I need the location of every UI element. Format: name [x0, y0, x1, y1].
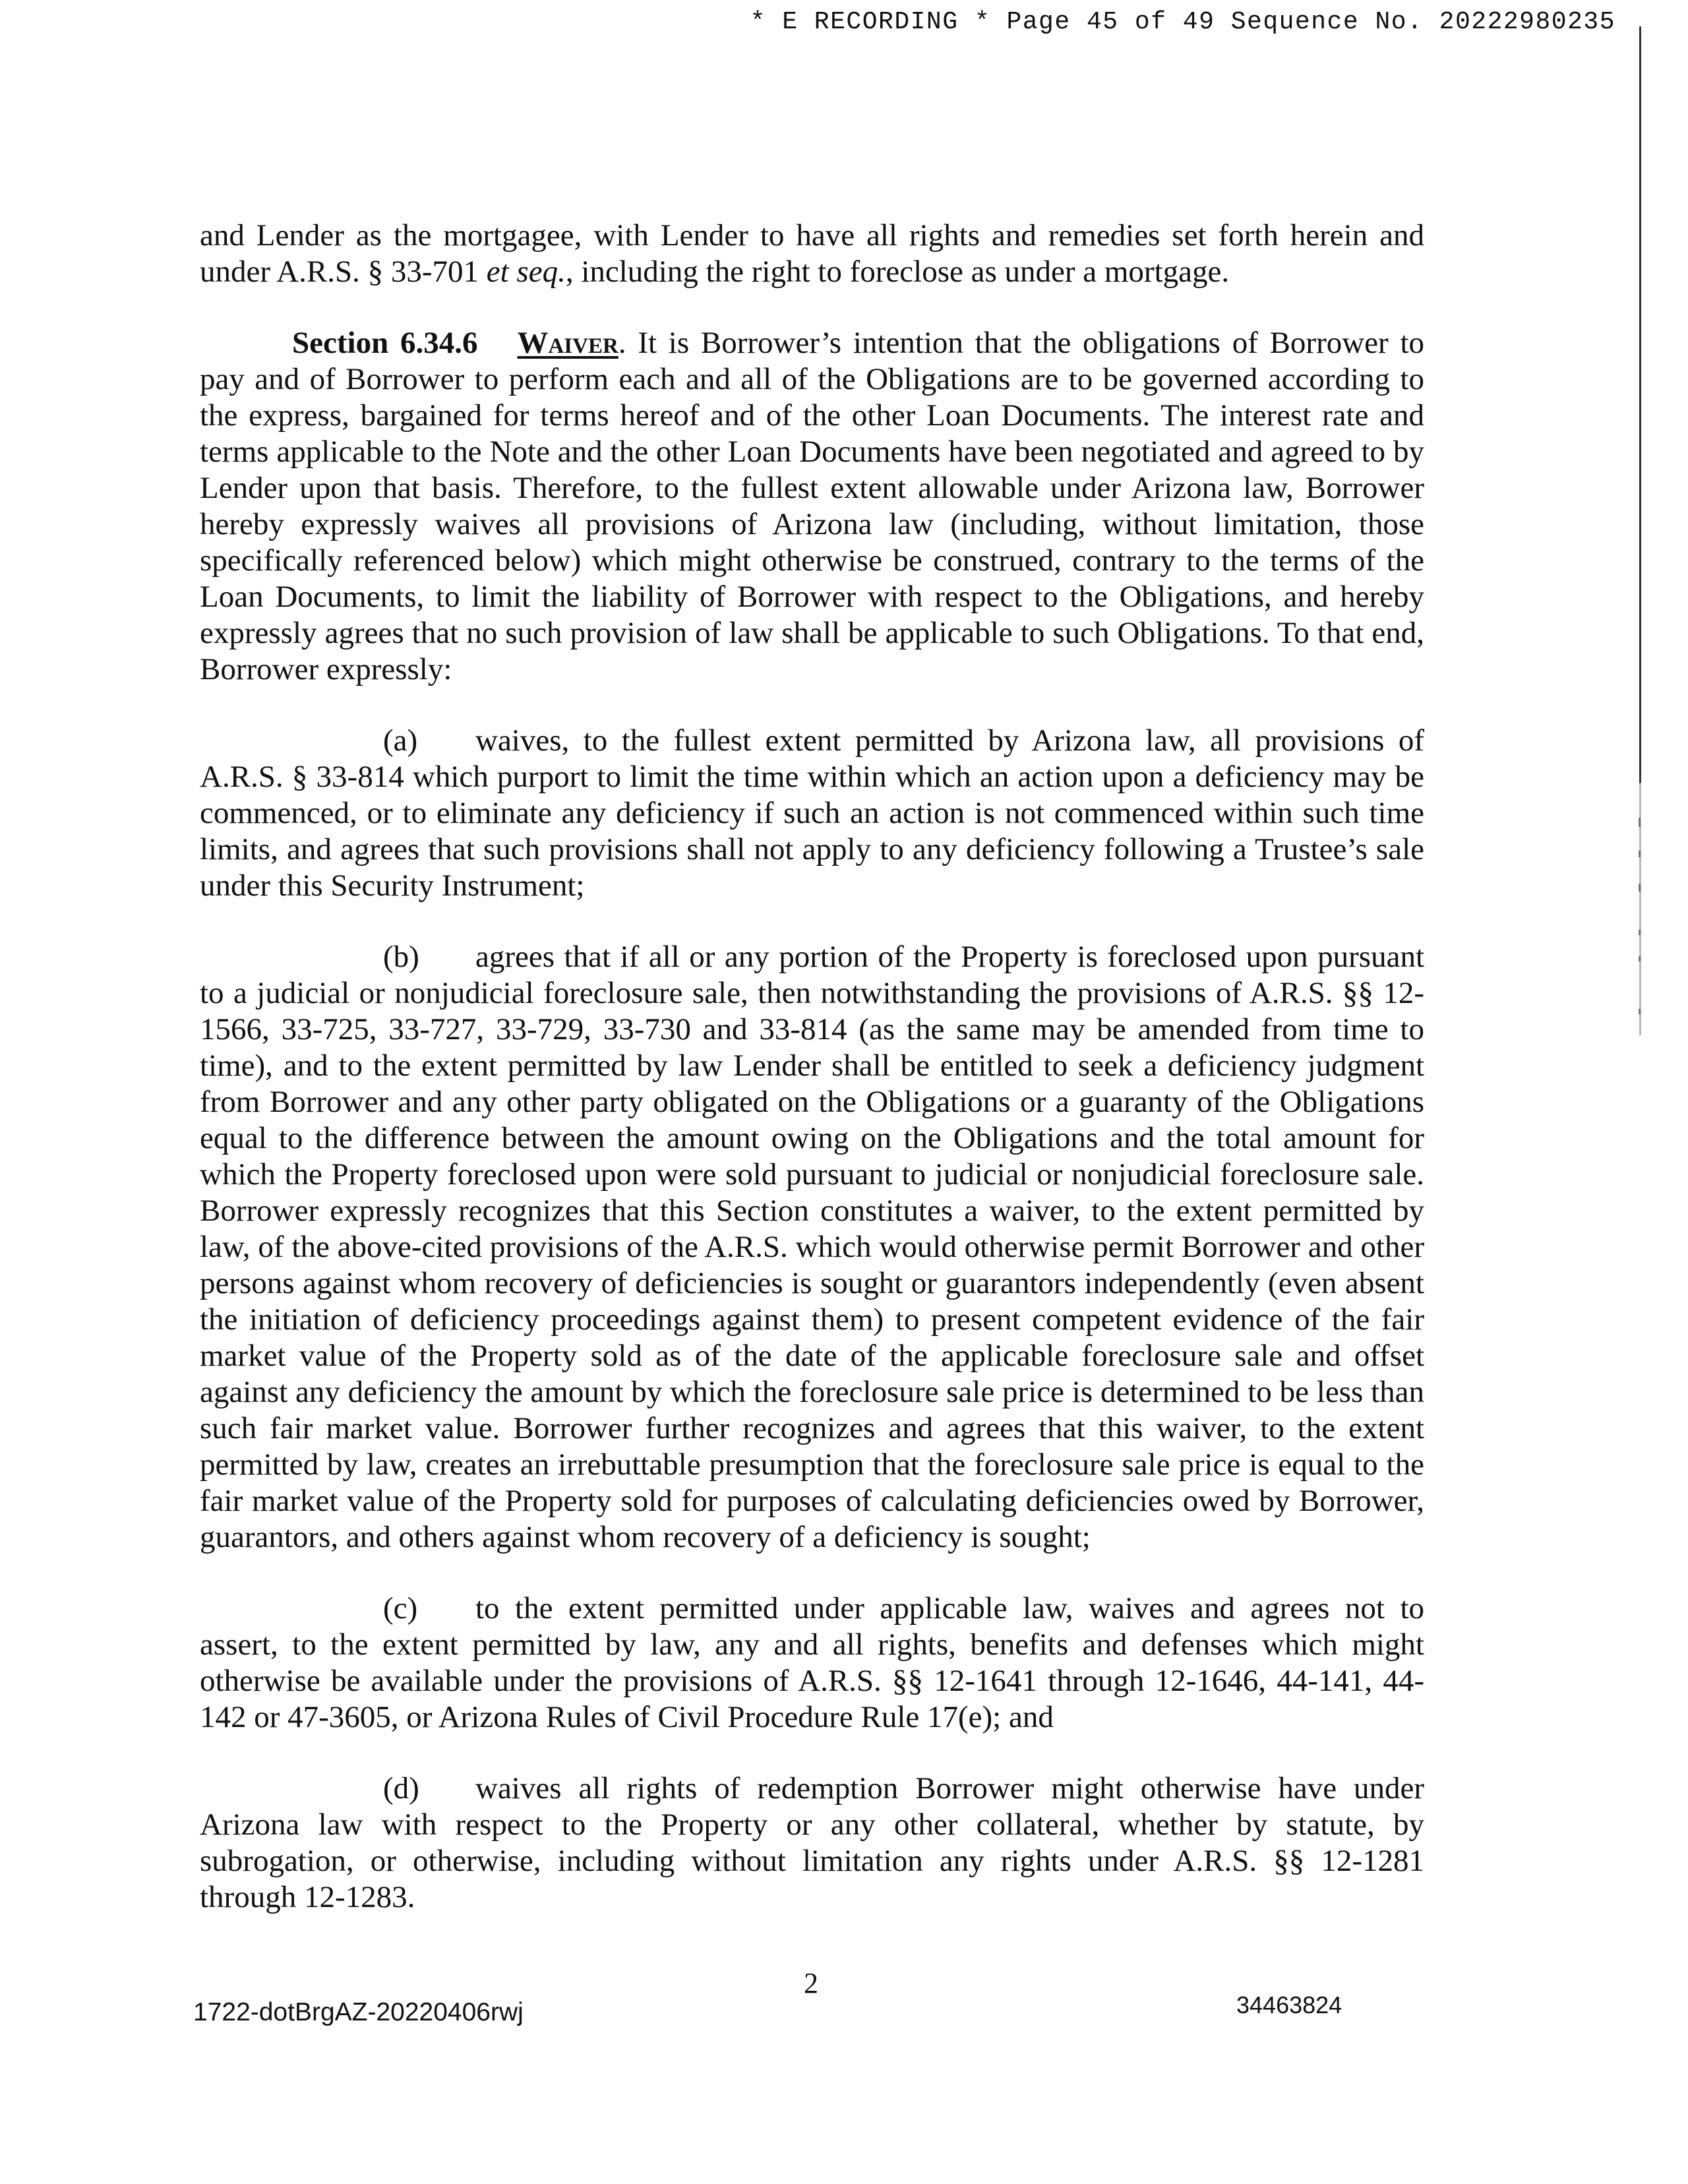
scan-edge-mark: [1639, 851, 1641, 857]
scan-edge-mark: [1639, 1009, 1641, 1014]
clause-text: waives all rights of redemption Borrower might otherwise have under Arizona law with respect to the Property or any other collateral, whether by statute, by subrogation, or otherwise, including without limitation any rights under A.R.S. §§ 12-1281 through 12-1283.: [200, 1771, 1424, 1914]
intro-paragraph: [200, 218, 1424, 290]
clause-c: [200, 1591, 1424, 1736]
clause-d: [200, 1771, 1424, 1916]
scan-edge-mark: [1639, 884, 1641, 892]
recording-header: * E RECORDING * Page 45 of 49 Sequence No. 20222980235: [750, 8, 1615, 36]
section-caption-punct: .: [618, 326, 626, 360]
clause-label: (d): [383, 1771, 419, 1805]
clause-a: [200, 723, 1424, 904]
intro-tail: , including the right to foreclose as under a mortgage.: [565, 255, 1230, 289]
clause-text: agrees that if all or any portion of the Property is foreclosed upon pursuant to a judicial or nonjudicial foreclosure sale, then notwithstanding the provisions of A.R.S. §§ 12-1566, 33-725, 33-727, 33-729, 33-730 and 33-814 (as the same may be amended from time to time), and to the extent permitted by law Lender shall be entitled to seek a deficiency judgment from Borrower and any other party obligated on the Obligations or a guaranty of the Obligations equal to the difference between the amount owing on the Obligations and the total amount for which the Property foreclosed upon were sold pursuant to judicial or nonjudicial foreclosure sale. Borrower expressly recognizes that this Section constitutes a waiver, to the extent permitted by law, of the above-cited provisions of the A.R.S. which would otherwise permit Borrower and other persons against whom recovery of deficiencies is sought or guarantors independently (even absent the initiation of deficiency proceedings against them) to present competent evidence of the fair market value of the Property sold as of the date of the applicable foreclosure sale and offset against any deficiency the amount by which the foreclosure sale price is determined to be less than such fair market value. Borrower further recognizes and agrees that this waiver, to the extent permitted by law, creates an irrebuttable presumption that the foreclosure sale price is equal to the fair market value of the Property sold for purposes of calculating deficiencies owed by Borrower, guarantors, and others against whom recovery of a deficiency is sought;: [200, 940, 1424, 1554]
scan-edge-mark: [1639, 956, 1641, 961]
document-number: 34463824: [1236, 1991, 1342, 2018]
section-text: It is Borrower’s intention that the obligations of Borrower to pay and of Borrower to perform each and all of the Obligations are to be governed according to the express, bargained for terms hereof and of the other Loan Documents. The interest rate and terms applicable to the Note and the other Loan Documents have been negotiated and agreed to by Lender upon that basis. Therefore, to the fullest extent allowable under Arizona law, Borrower hereby expressly waives all provisions of Arizona law (including, without limitation, those specifically referenced below) which might otherwise be construed, contrary to the terms of the Loan Documents, to limit the liability of Borrower with respect to the Obligations, and hereby expressly agrees that no such provision of law shall be applicable to such Obligations. To that end, Borrower expressly:: [200, 326, 1424, 686]
document-body: [200, 218, 1424, 1951]
clause-label: (b): [383, 940, 419, 974]
intro-italic: et seq.: [486, 255, 566, 289]
scan-edge-mark: [1639, 818, 1641, 827]
section-paragraph: [200, 325, 1424, 688]
section-caption: Waiver: [517, 326, 618, 360]
clause-text: to the extent permitted under applicable law, waives and agrees not to assert, to the extent permitted by law, any and all rights, benefits and defenses which might otherwise be available under the provisions of A.R.S. §§ 12-1641 through 12-1646, 44-141, 44-142 or 47-3605, or Arizona Rules of Civil Procedure Rule 17(e); and: [200, 1591, 1424, 1734]
clause-b: [200, 939, 1424, 1556]
page-number: 2: [804, 1967, 818, 1999]
intro-text: and Lender as the mortgagee, with Lender to have all rights and remedies set forth herein and under A.R.S. § 33-701: [200, 218, 1424, 289]
document-code: 1722-dotBrgAZ-20220406rwj: [193, 1998, 524, 2026]
clause-text: waives, to the fullest extent permitted by Arizona law, all provisions of A.R.S. § 33-814 which purport to limit the time within which an action upon a deficiency may be commenced, or to eliminate any deficiency if such an action is not commenced within such time limits, and agrees that such provisions shall not apply to any deficiency following a Trustee’s sale under this Security Instrument;: [200, 723, 1424, 903]
section-label: Section 6.34.6: [292, 326, 478, 360]
scan-edge-mark: [1639, 930, 1641, 935]
clause-label: (a): [383, 723, 418, 758]
clause-label: (c): [383, 1591, 418, 1625]
